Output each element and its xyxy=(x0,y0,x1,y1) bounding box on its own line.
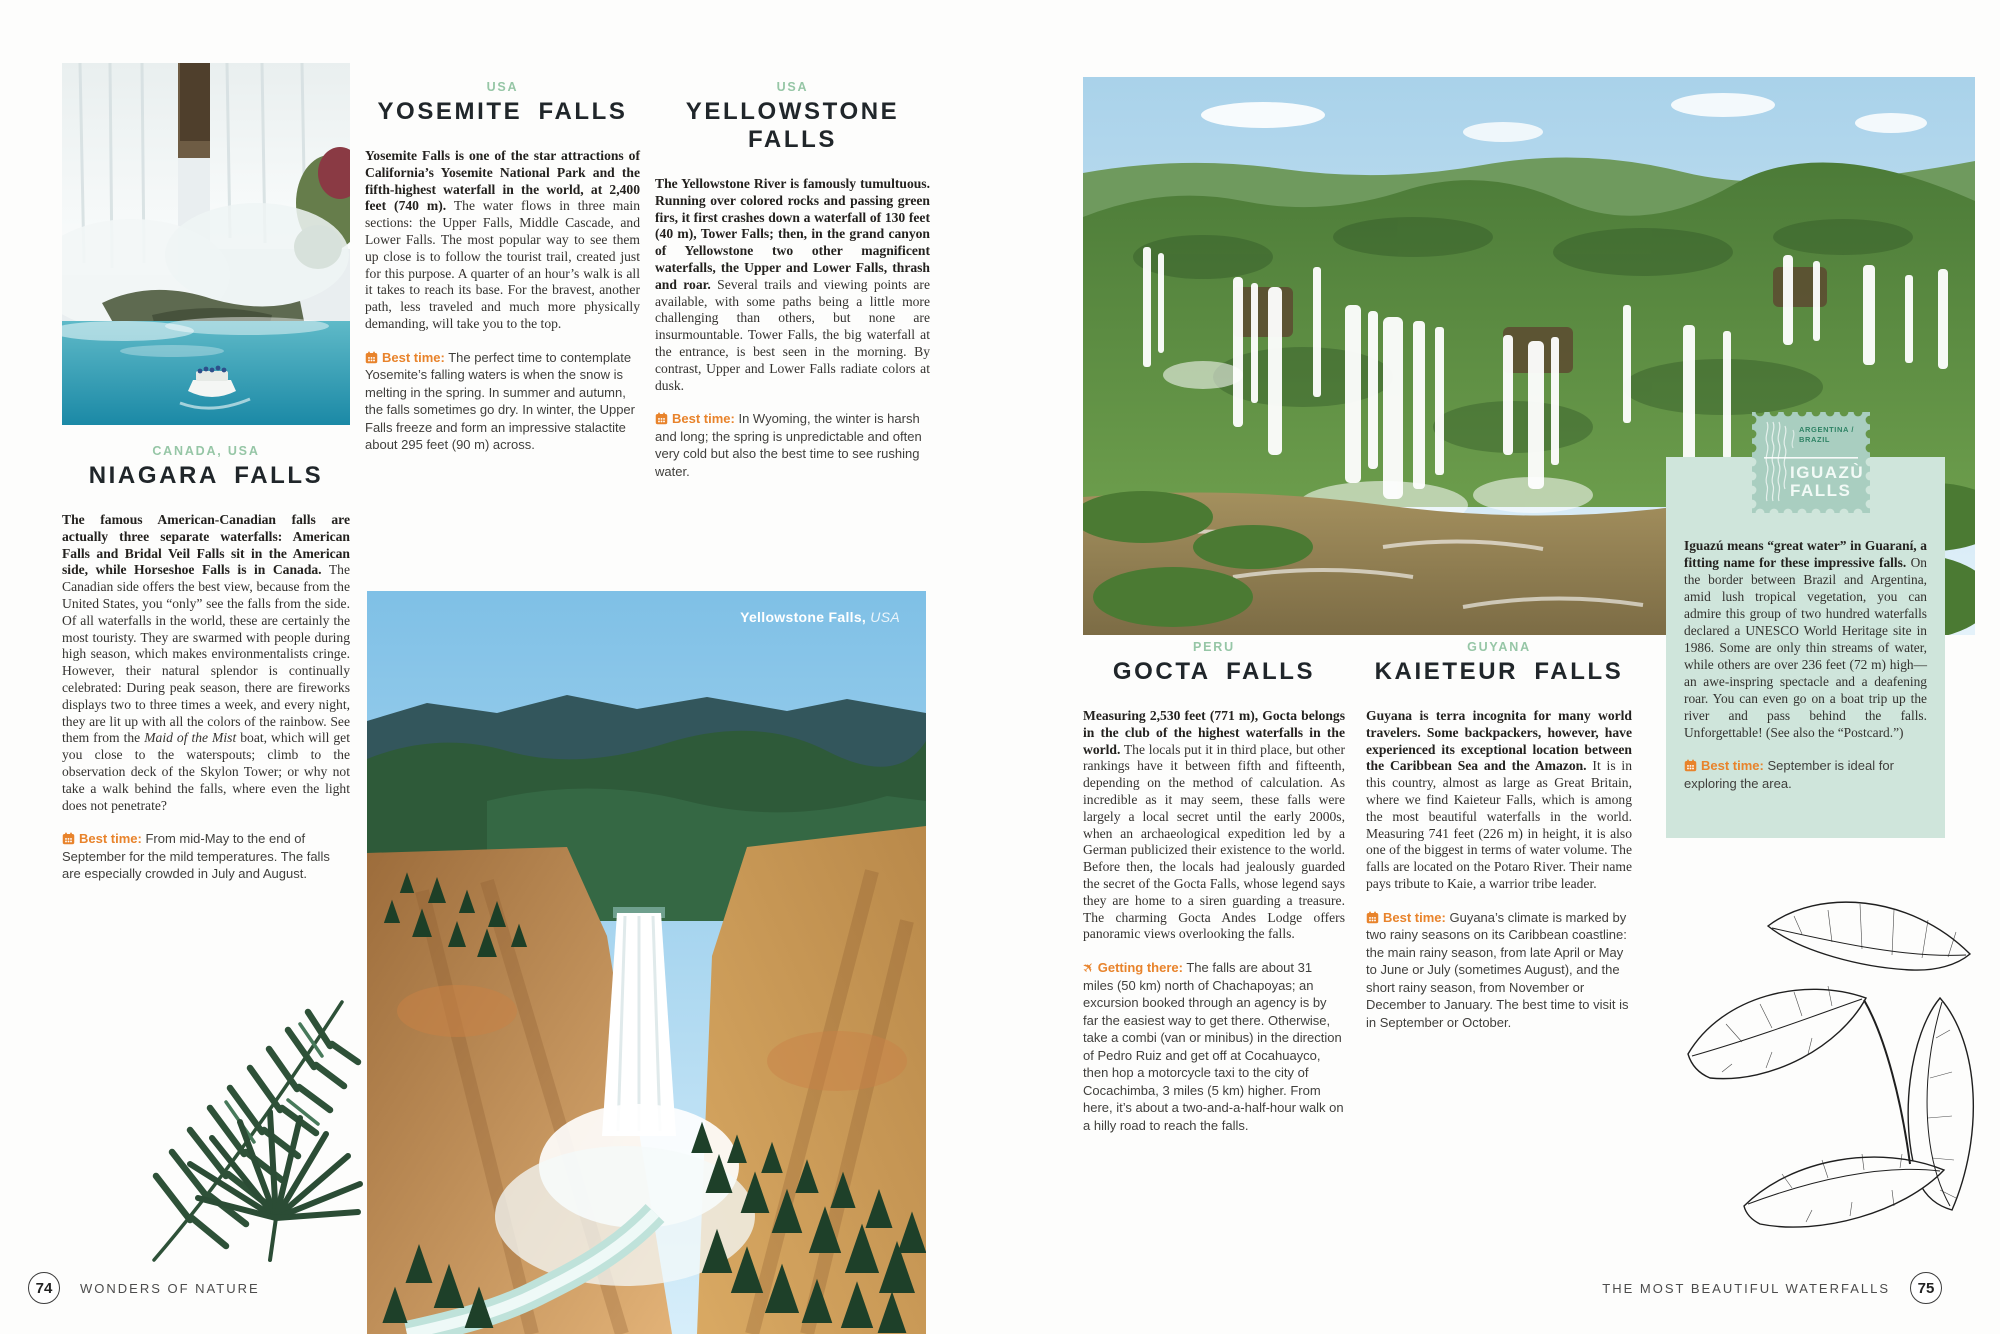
niagara-section xyxy=(62,444,350,883)
stamp-countries-label: ARGENTINA / BRAZIL xyxy=(1799,425,1855,444)
gocta-body-rest: The locals put it in third place, but other rankings have it between fifth and fifteenth, depending on the method of calculation. As incredible as it may seem, these falls were largely a local secret until the early 2000s, when an archaeological expedition led by a German publicized their existence to the world. Before then, the locals had jealously guarded the secret of the Gocta Falls, whose legend says they are home to a siren guarding a treasure. The charming Gocta Andes Lodge offers panoramic views overlooking the falls. xyxy=(1083,741,1345,942)
gocta-country-label: PERU xyxy=(1193,640,1235,654)
best-time-label: Best time: xyxy=(1383,909,1446,925)
iguazu-body xyxy=(1684,537,1927,741)
stamp-title xyxy=(1790,464,1864,500)
stamp-title-line1: IGUAZÙ xyxy=(1790,463,1865,482)
kaieteur-best-time xyxy=(1366,909,1632,1032)
left-page-number: 74 xyxy=(28,1272,60,1304)
best-time-label: Best time: xyxy=(1701,758,1764,773)
niagara-body xyxy=(62,512,350,814)
yellowstone-title: YELLOWSTONE FALLS xyxy=(685,98,900,153)
niagara-lead: The famous American-Canadian falls are actually three separate waterfalls: American Falls and Bridal Veil Falls sit in the American side, while Horseshoe Falls is in Canada. xyxy=(62,512,350,578)
yosemite-body xyxy=(365,148,640,333)
niagara-body-2: boat, which will get you close to the waterspouts; climb to the observation deck of the Skylon Tower; or why not take a walk behind the falls, where even the light does not penetrate? xyxy=(62,730,350,813)
yellowstone-lead: The Yellowstone River is famously tumultuous. Running over colored rocks and passing green firs, it first crashes down a waterfall of 130 feet (40 m), Tower Falls; then, in the grand canyon of Yellowstone two other magnificent waterfalls, the Upper and Lower Falls, thrash and roar. xyxy=(655,176,930,292)
photo-caption-bold: Yellowstone Falls, xyxy=(740,609,867,625)
best-time-label: Best time: xyxy=(672,411,735,427)
iguazu-info-box xyxy=(1666,457,1945,838)
best-time-text: Guyana’s climate is marked by two rainy seasons on its Caribbean coastline: the main rainy season, from late April or May to June or July (sometimes August), and the short rainy season, from November or December to January. The best time to visit is in September or October. xyxy=(1366,909,1629,1030)
niagara-best-time xyxy=(62,830,350,883)
niagara-body-1: The Canadian side offers the best view, because from the United States, you “only” see the falls from the side. Of all waterfalls in the world, these are certainly the most touristy. They are swarmed with people during high season, which makes environmentalists cringe. However, their natural splendor is continually celebrated: During peak season, there are fireworks displays two to three times a week, and every night, they are lit up with all the colors of the rainbow. See them from the xyxy=(62,562,350,746)
iguazu-best-time xyxy=(1684,757,1927,792)
yosemite-lead: Yosemite Falls is one of the star attractions of California’s Yosemite National Park and the fifth-highest waterfall in the world, at 2,400 feet (740 m). xyxy=(365,148,640,214)
niagara-falls-illustration xyxy=(62,63,350,425)
banana-leaf-illustration xyxy=(1652,858,1987,1238)
best-time-text: September is ideal for exploring the area. xyxy=(1684,758,1894,791)
yosemite-body-rest: The water flows in three main sections: the Upper Falls, Middle Cascade, and Lower Falls. The most popular way to see them up close is to follow the tourist trail, created just for this purpose. A quarter of an hour’s walk is all it takes to reach its base. For the bravest, another path, less traveled and much more physically demanding, will take you to the top. xyxy=(365,198,640,331)
left-footer-label: WONDERS OF NATURE xyxy=(80,1280,260,1296)
gocta-title: GOCTA FALLS xyxy=(1112,658,1316,685)
calendar-icon xyxy=(62,832,75,845)
kaieteur-title: KAIETEUR FALLS xyxy=(1374,658,1624,685)
kaieteur-section xyxy=(1366,640,1632,1031)
calendar-icon xyxy=(1684,759,1697,772)
stamp-title-line2: FALLS xyxy=(1790,481,1852,500)
calendar-icon xyxy=(1366,911,1379,924)
yellowstone-body-rest: Several trails and viewing points are available, with some paths being a little more challenging than others, but none are insurmountable. Tower Falls, the big waterfall at the entrance, is best seen in the morning. By contrast, Upper and Lower Falls radiate colors at dusk. xyxy=(655,276,930,393)
iguazu-body-rest: On the border between Brazil and Argentina, amid lush tropical vegetation, you can admire this group of two hundred waterfalls declared a UNESCO World Heritage site in 1986. Some are only thin streams of water, while others are over 236 feet (72 m) high—an awe-inspring spectacle and a deafening roar. You can even go on a boat trip up the river and pass behind the falls. Unforgettable! (See also the “Postcard.”) xyxy=(1684,555,1927,740)
photo-caption xyxy=(740,609,900,625)
palm-leaf-illustration xyxy=(128,952,398,1272)
gocta-body xyxy=(1083,708,1345,943)
airplane-icon: ✈ xyxy=(1078,957,1099,978)
right-footer xyxy=(1602,1272,1942,1304)
niagara-country-label: CANADA, USA xyxy=(152,444,260,458)
getting-there-text: The falls are about 31 miles (50 km) north of Chachapoyas; an excursion booked through an agency is by far the easiest way to get there. Otherwise, take a combi (van or minibus) in the direction of Pedro Ruiz and get off at Cocahuayco, then hop a motorcycle taxi to the city of Cocachimba, 3 miles (5 km) higher. From here, it’s about a two-and-a-half-hour walk on a hilly road to reach the falls. xyxy=(1083,960,1344,1133)
kaieteur-body xyxy=(1366,708,1632,893)
best-time-text: From mid-May to the end of September for the mild temperatures. The falls are especially crowded in July and August. xyxy=(62,831,330,882)
yellowstone-body xyxy=(655,176,930,394)
best-time-text: The perfect time to contemplate Yosemite’s falling waters is when the snow is melting in the spring. In summer and autumn, the falls sometimes go dry. In winter, the Upper Falls freeze and form an impressive stalactite about 295 feet (90 m) across. xyxy=(365,349,635,453)
yellowstone-section xyxy=(655,80,930,480)
calendar-icon xyxy=(365,351,378,364)
yellowstone-best-time xyxy=(655,410,930,480)
niagara-title: NIAGARA FALLS xyxy=(88,462,324,489)
best-time-text: In Wyoming, the winter is harsh and long; the spring is unpredictable and often very cold but also the best time to see rushing water. xyxy=(655,411,922,479)
yosemite-country-label: USA xyxy=(486,80,519,94)
kaieteur-body-rest: It is in this country, almost as large as Great Britain, where we find Kaieteur Falls, which is among the most beautiful waterfalls in the world. Measuring 741 feet (226 m) in height, it is also one of the biggest in terms of water volume. The falls are located on the Potaro River. Their name pays tribute to Kaie, a warrior tribe leader. xyxy=(1366,758,1633,891)
yellowstone-country-label: USA xyxy=(776,80,809,94)
gocta-lead: Measuring 2,530 feet (771 m), Gocta belongs in the club of the highest waterfalls in the world. xyxy=(1083,708,1345,757)
kaieteur-lead: Guyana is terra incognita for many world travelers. Some backpackers, however, have experienced its exceptional location between the Caribbean Sea and the Amazon. xyxy=(1366,708,1632,774)
best-time-label: Best time: xyxy=(79,831,142,847)
iguazu-stamp xyxy=(1752,412,1870,513)
right-page-number: 75 xyxy=(1910,1272,1942,1304)
photo-caption-italic: USA xyxy=(866,609,900,625)
iguazu-lead: Iguazú means “great water” in Guaraní, a fitting name for these impressive falls. xyxy=(1684,538,1927,570)
getting-there-label: Getting there: xyxy=(1097,960,1183,976)
niagara-body-italic: Maid of the Mist xyxy=(144,730,237,746)
niagara-falls-photo xyxy=(62,63,350,425)
left-footer xyxy=(28,1272,260,1304)
right-footer-label: THE MOST BEAUTIFUL WATERFALLS xyxy=(1602,1280,1890,1296)
calendar-icon xyxy=(655,412,668,425)
yosemite-best-time xyxy=(365,349,640,454)
yellowstone-falls-illustration xyxy=(367,591,926,1334)
yosemite-title: YOSEMITE FALLS xyxy=(377,98,628,125)
gocta-section xyxy=(1078,640,1345,1134)
yellowstone-falls-photo xyxy=(367,591,926,1334)
best-time-label: Best time: xyxy=(382,349,445,365)
yosemite-section xyxy=(365,80,640,454)
kaieteur-country-label: GUYANA xyxy=(1467,640,1531,654)
gocta-getting-there xyxy=(1078,957,1345,1134)
